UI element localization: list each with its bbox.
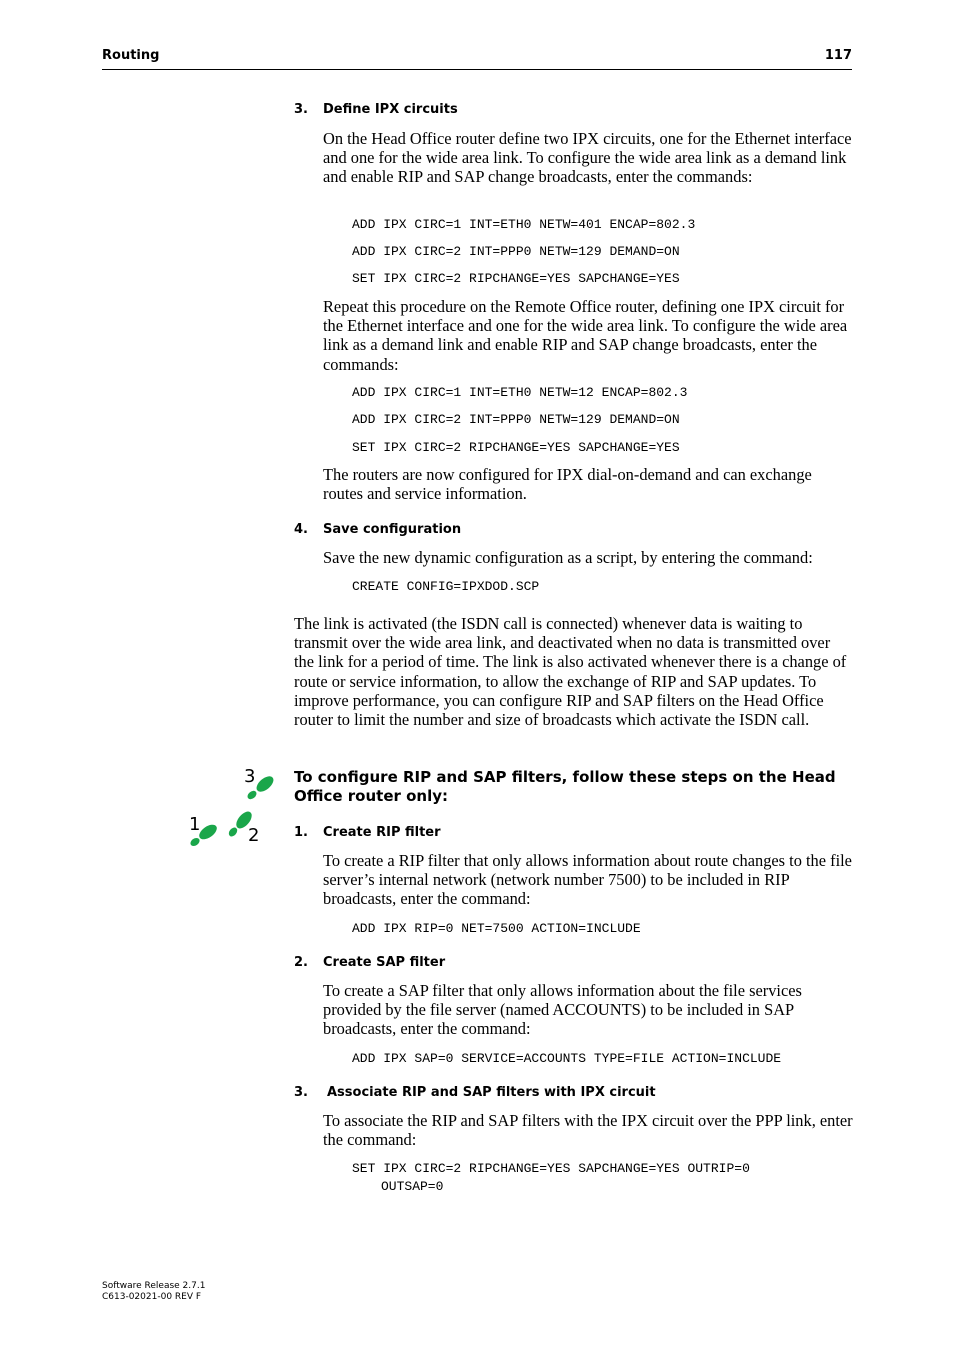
command-line: ADD IPX CIRC=2 INT=PPP0 NETW=129 DEMAND=ON — [352, 244, 680, 259]
command-line: SET IPX CIRC=2 RIPCHANGE=YES SAPCHANGE=YES — [352, 271, 680, 286]
paragraph: To create a SAP filter that only allows information about the file services provided by the file server (named ACCOUNTS) to be included in SAP broadcasts, enter the command: — [323, 981, 802, 1039]
command-line: SET IPX CIRC=2 RIPCHANGE=YES SAPCHANGE=YES OUTRIP=0 — [352, 1161, 750, 1176]
command-line: ADD IPX RIP=0 NET=7500 ACTION=INCLUDE — [352, 921, 641, 936]
page-number: 117 — [824, 48, 852, 63]
step-number: 3. — [294, 1085, 308, 1100]
footstep-label: 2 — [248, 825, 260, 846]
step-number: 3. — [294, 102, 308, 117]
footer-release: Software Release 2.7.1 — [102, 1281, 206, 1291]
step-title: Save configuration — [323, 522, 462, 537]
step-title: Define IPX circuits — [323, 102, 458, 117]
step-number: 1. — [294, 825, 308, 840]
command-line: SET IPX CIRC=2 RIPCHANGE=YES SAPCHANGE=YES — [352, 440, 680, 455]
page-header — [102, 48, 852, 70]
command-line-continuation: OUTSAP=0 — [381, 1179, 444, 1194]
command-line: CREATE CONFIG=IPXDOD.SCP — [352, 579, 540, 594]
footer-doc-number: C613-02021-00 REV F — [102, 1292, 202, 1302]
command-line: ADD IPX SAP=0 SERVICE=ACCOUNTS TYPE=FILE ACTION=INCLUDE — [352, 1051, 782, 1066]
paragraph: On the Head Office router define two IPX circuits, one for the Ethernet interface and one for the wide area link. To configure the wide area link as a demand link and enable RIP and SAP change broadcasts, enter the commands: — [323, 129, 852, 187]
paragraph: To create a RIP filter that only allows information about route changes to the file server’s internal network (network number 7500) to be included in RIP broadcasts, enter the command: — [323, 851, 852, 909]
step-number: 2. — [294, 955, 308, 970]
paragraph: To associate the RIP and SAP filters with the IPX circuit over the PPP link, enter the command: — [323, 1111, 853, 1150]
body-paragraph: The link is activated (the ISDN call is connected) whenever data is waiting to transmit over the wide area link, and deactivated when no data is transmitted over the link for a period of time. The link is also activated whenever there is a change of route or service information, to allow the exchange of RIP and SAP updates. To improve performance, you can configure RIP and SAP filters on the Head Office router to limit the number and size of broadcasts which activate the ISDN call. — [294, 614, 847, 730]
paragraph: The routers are now configured for IPX dial-on-demand and can exchange routes and service information. — [323, 465, 812, 504]
command-line: ADD IPX CIRC=1 INT=ETH0 NETW=401 ENCAP=802.3 — [352, 217, 696, 232]
footstep-label: 1 — [189, 814, 201, 835]
section-title: Routing — [102, 48, 160, 63]
footstep-label: 3 — [244, 766, 256, 787]
step-title: Create RIP filter — [323, 825, 441, 840]
page-footer — [102, 1281, 205, 1303]
step-title: Associate RIP and SAP filters with IPX circuit — [327, 1085, 656, 1100]
step-number: 4. — [294, 522, 308, 537]
procedure-title: To configure RIP and SAP filters, follow these steps on the Head Office router only: — [294, 768, 836, 805]
paragraph: Repeat this procedure on the Remote Office router, defining one IPX circuit for the Ethernet interface and one for the wide area link. To configure the wide area link as a demand link and enable RIP and SAP change broadcasts, enter the commands: — [323, 297, 848, 374]
command-line: ADD IPX CIRC=1 INT=ETH0 NETW=12 ENCAP=802.3 — [352, 385, 688, 400]
footsteps-icon — [186, 764, 276, 854]
command-line: ADD IPX CIRC=2 INT=PPP0 NETW=129 DEMAND=ON — [352, 412, 680, 427]
paragraph: Save the new dynamic configuration as a script, by entering the command: — [323, 548, 813, 567]
footprint-shape — [189, 773, 276, 847]
step-title: Create SAP filter — [323, 955, 446, 970]
